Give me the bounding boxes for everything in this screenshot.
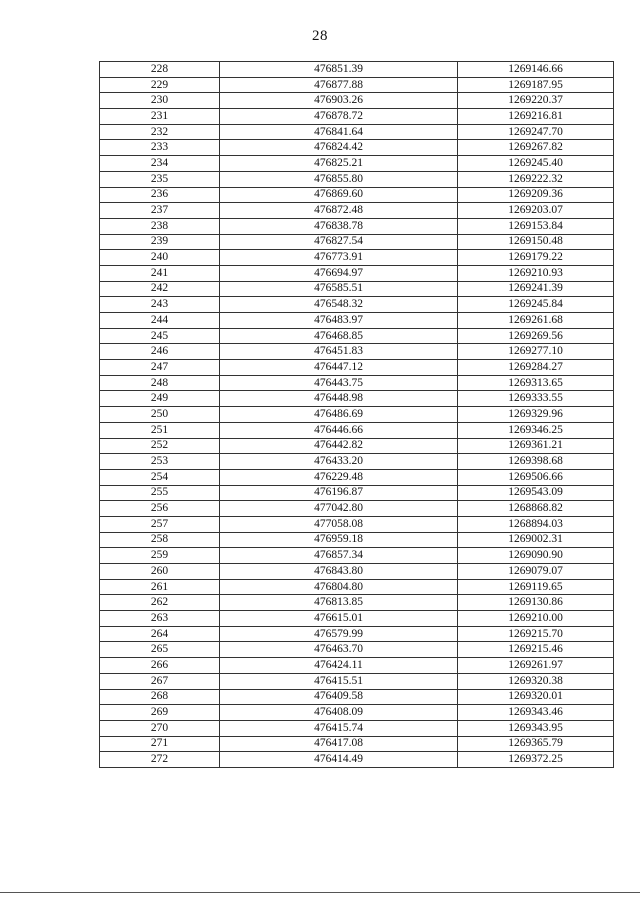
point-number-cell: 251	[100, 422, 220, 438]
table-row	[100, 109, 614, 125]
y-coordinate-cell: 1269222.32	[458, 171, 614, 187]
point-number-cell: 240	[100, 250, 220, 266]
y-coordinate-cell: 1269220.37	[458, 93, 614, 109]
table-row	[100, 705, 614, 721]
point-number-cell: 249	[100, 391, 220, 407]
y-coordinate-cell: 1269284.27	[458, 360, 614, 376]
x-coordinate-cell: 476548.32	[220, 297, 458, 313]
x-coordinate-cell: 476838.78	[220, 218, 458, 234]
y-coordinate-cell: 1269130.86	[458, 595, 614, 611]
table-row	[100, 438, 614, 454]
y-coordinate-cell: 1269146.66	[458, 62, 614, 78]
y-coordinate-cell: 1269241.39	[458, 281, 614, 297]
table-row	[100, 171, 614, 187]
table-row	[100, 281, 614, 297]
table-row	[100, 752, 614, 768]
table-row	[100, 62, 614, 78]
x-coordinate-cell: 476615.01	[220, 611, 458, 627]
y-coordinate-cell: 1269079.07	[458, 564, 614, 580]
y-coordinate-cell: 1269209.36	[458, 187, 614, 203]
y-coordinate-cell: 1269343.95	[458, 720, 614, 736]
point-number-cell: 233	[100, 140, 220, 156]
bottom-rule	[0, 892, 640, 893]
x-coordinate-cell: 476483.97	[220, 313, 458, 329]
x-coordinate-cell: 477058.08	[220, 516, 458, 532]
y-coordinate-cell: 1269090.90	[458, 548, 614, 564]
y-coordinate-cell: 1269313.65	[458, 375, 614, 391]
x-coordinate-cell: 476869.60	[220, 187, 458, 203]
y-coordinate-cell: 1269245.40	[458, 156, 614, 172]
table-row	[100, 407, 614, 423]
point-number-cell: 271	[100, 736, 220, 752]
y-coordinate-cell: 1269320.38	[458, 673, 614, 689]
x-coordinate-cell: 476841.64	[220, 124, 458, 140]
y-coordinate-cell: 1269329.96	[458, 407, 614, 423]
point-number-cell: 245	[100, 328, 220, 344]
table-row	[100, 564, 614, 580]
table-row	[100, 250, 614, 266]
table-row	[100, 313, 614, 329]
table-row	[100, 77, 614, 93]
y-coordinate-cell: 1269203.07	[458, 203, 614, 219]
point-number-cell: 261	[100, 579, 220, 595]
y-coordinate-cell: 1269267.82	[458, 140, 614, 156]
x-coordinate-cell: 476229.48	[220, 469, 458, 485]
table-row	[100, 469, 614, 485]
y-coordinate-cell: 1268868.82	[458, 501, 614, 517]
y-coordinate-cell: 1269343.46	[458, 705, 614, 721]
x-coordinate-cell: 476442.82	[220, 438, 458, 454]
y-coordinate-cell: 1269187.95	[458, 77, 614, 93]
point-number-cell: 266	[100, 658, 220, 674]
table-row	[100, 689, 614, 705]
y-coordinate-cell: 1269210.93	[458, 265, 614, 281]
table-row	[100, 265, 614, 281]
point-number-cell: 253	[100, 454, 220, 470]
point-number-cell: 252	[100, 438, 220, 454]
y-coordinate-cell: 1269361.21	[458, 438, 614, 454]
point-number-cell: 256	[100, 501, 220, 517]
point-number-cell: 260	[100, 564, 220, 580]
x-coordinate-cell: 476417.08	[220, 736, 458, 752]
y-coordinate-cell: 1269506.66	[458, 469, 614, 485]
y-coordinate-cell: 1269398.68	[458, 454, 614, 470]
x-coordinate-cell: 476804.80	[220, 579, 458, 595]
y-coordinate-cell: 1269269.56	[458, 328, 614, 344]
point-number-cell: 228	[100, 62, 220, 78]
table-row	[100, 548, 614, 564]
x-coordinate-cell: 476694.97	[220, 265, 458, 281]
x-coordinate-cell: 476579.99	[220, 626, 458, 642]
table-row	[100, 156, 614, 172]
point-number-cell: 250	[100, 407, 220, 423]
y-coordinate-cell: 1269150.48	[458, 234, 614, 250]
point-number-cell: 246	[100, 344, 220, 360]
point-number-cell: 229	[100, 77, 220, 93]
x-coordinate-cell: 476196.87	[220, 485, 458, 501]
table-row	[100, 124, 614, 140]
y-coordinate-cell: 1269543.09	[458, 485, 614, 501]
point-number-cell: 234	[100, 156, 220, 172]
y-coordinate-cell: 1269179.22	[458, 250, 614, 266]
table-row	[100, 218, 614, 234]
point-number-cell: 269	[100, 705, 220, 721]
point-number-cell: 243	[100, 297, 220, 313]
x-coordinate-cell: 476827.54	[220, 234, 458, 250]
point-number-cell: 247	[100, 360, 220, 376]
x-coordinate-cell: 476451.83	[220, 344, 458, 360]
table-row	[100, 501, 614, 517]
x-coordinate-cell: 476486.69	[220, 407, 458, 423]
point-number-cell: 270	[100, 720, 220, 736]
x-coordinate-cell: 476414.49	[220, 752, 458, 768]
y-coordinate-cell: 1269277.10	[458, 344, 614, 360]
y-coordinate-cell: 1269215.46	[458, 642, 614, 658]
x-coordinate-cell: 477042.80	[220, 501, 458, 517]
table-row	[100, 344, 614, 360]
point-number-cell: 257	[100, 516, 220, 532]
x-coordinate-cell: 476468.85	[220, 328, 458, 344]
x-coordinate-cell: 476877.88	[220, 77, 458, 93]
y-coordinate-cell: 1269245.84	[458, 297, 614, 313]
point-number-cell: 237	[100, 203, 220, 219]
x-coordinate-cell: 476903.26	[220, 93, 458, 109]
y-coordinate-cell: 1268894.03	[458, 516, 614, 532]
point-number-cell: 255	[100, 485, 220, 501]
point-number-cell: 264	[100, 626, 220, 642]
x-coordinate-cell: 476855.80	[220, 171, 458, 187]
y-coordinate-cell: 1269119.65	[458, 579, 614, 595]
point-number-cell: 263	[100, 611, 220, 627]
point-number-cell: 242	[100, 281, 220, 297]
y-coordinate-cell: 1269216.81	[458, 109, 614, 125]
point-number-cell: 232	[100, 124, 220, 140]
table-row	[100, 611, 614, 627]
x-coordinate-cell: 476448.98	[220, 391, 458, 407]
point-number-cell: 267	[100, 673, 220, 689]
x-coordinate-cell: 476813.85	[220, 595, 458, 611]
x-coordinate-cell: 476825.21	[220, 156, 458, 172]
x-coordinate-cell: 476443.75	[220, 375, 458, 391]
point-number-cell: 230	[100, 93, 220, 109]
coordinates-table-body	[100, 62, 614, 768]
table-row	[100, 485, 614, 501]
x-coordinate-cell: 476424.11	[220, 658, 458, 674]
table-row	[100, 391, 614, 407]
x-coordinate-cell: 476872.48	[220, 203, 458, 219]
y-coordinate-cell: 1269365.79	[458, 736, 614, 752]
point-number-cell: 268	[100, 689, 220, 705]
table-row	[100, 93, 614, 109]
point-number-cell: 235	[100, 171, 220, 187]
point-number-cell: 254	[100, 469, 220, 485]
point-number-cell: 272	[100, 752, 220, 768]
point-number-cell: 236	[100, 187, 220, 203]
table-row	[100, 140, 614, 156]
table-row	[100, 736, 614, 752]
y-coordinate-cell: 1269153.84	[458, 218, 614, 234]
table-row	[100, 328, 614, 344]
y-coordinate-cell: 1269261.97	[458, 658, 614, 674]
table-row	[100, 532, 614, 548]
y-coordinate-cell: 1269320.01	[458, 689, 614, 705]
y-coordinate-cell: 1269372.25	[458, 752, 614, 768]
x-coordinate-cell: 476463.70	[220, 642, 458, 658]
x-coordinate-cell: 476959.18	[220, 532, 458, 548]
table-row	[100, 516, 614, 532]
point-number-cell: 244	[100, 313, 220, 329]
y-coordinate-cell: 1269333.55	[458, 391, 614, 407]
y-coordinate-cell: 1269002.31	[458, 532, 614, 548]
x-coordinate-cell: 476857.34	[220, 548, 458, 564]
x-coordinate-cell: 476415.51	[220, 673, 458, 689]
y-coordinate-cell: 1269210.00	[458, 611, 614, 627]
point-number-cell: 238	[100, 218, 220, 234]
table-row	[100, 297, 614, 313]
y-coordinate-cell: 1269247.70	[458, 124, 614, 140]
x-coordinate-cell: 476773.91	[220, 250, 458, 266]
table-row	[100, 720, 614, 736]
table-row	[100, 595, 614, 611]
x-coordinate-cell: 476409.58	[220, 689, 458, 705]
x-coordinate-cell: 476843.80	[220, 564, 458, 580]
coordinates-table	[99, 61, 614, 768]
x-coordinate-cell: 476408.09	[220, 705, 458, 721]
table-row	[100, 422, 614, 438]
x-coordinate-cell: 476824.42	[220, 140, 458, 156]
point-number-cell: 241	[100, 265, 220, 281]
y-coordinate-cell: 1269346.25	[458, 422, 614, 438]
table-row	[100, 454, 614, 470]
x-coordinate-cell: 476878.72	[220, 109, 458, 125]
point-number-cell: 262	[100, 595, 220, 611]
table-row	[100, 203, 614, 219]
table-row	[100, 187, 614, 203]
point-number-cell: 259	[100, 548, 220, 564]
x-coordinate-cell: 476446.66	[220, 422, 458, 438]
x-coordinate-cell: 476447.12	[220, 360, 458, 376]
point-number-cell: 258	[100, 532, 220, 548]
table-row	[100, 658, 614, 674]
point-number-cell: 248	[100, 375, 220, 391]
table-row	[100, 360, 614, 376]
x-coordinate-cell: 476433.20	[220, 454, 458, 470]
y-coordinate-cell: 1269215.70	[458, 626, 614, 642]
page-number: 28	[312, 28, 328, 44]
table-row	[100, 642, 614, 658]
table-row	[100, 673, 614, 689]
table-row	[100, 234, 614, 250]
table-row	[100, 579, 614, 595]
y-coordinate-cell: 1269261.68	[458, 313, 614, 329]
x-coordinate-cell: 476415.74	[220, 720, 458, 736]
x-coordinate-cell: 476851.39	[220, 62, 458, 78]
table-row	[100, 375, 614, 391]
x-coordinate-cell: 476585.51	[220, 281, 458, 297]
point-number-cell: 265	[100, 642, 220, 658]
point-number-cell: 231	[100, 109, 220, 125]
table-row	[100, 626, 614, 642]
point-number-cell: 239	[100, 234, 220, 250]
